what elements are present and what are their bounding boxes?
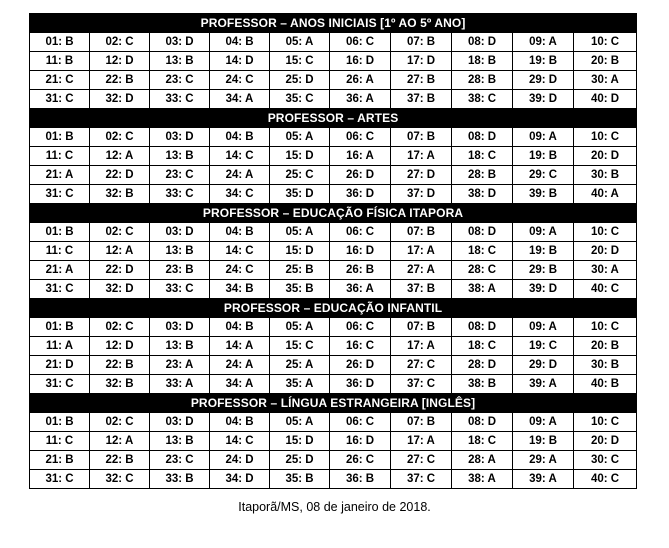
answer-cell: 39: A [513, 375, 574, 394]
answer-cell: 24: A [210, 356, 270, 375]
answer-cell: 11: C [30, 242, 90, 261]
answer-cell: 18: C [452, 432, 513, 451]
section-header-row [30, 299, 637, 318]
answer-cell: 14: D [210, 52, 270, 71]
answer-cell: 28: B [452, 166, 513, 185]
section-title: PROFESSOR – LÍNGUA ESTRANGEIRA [INGLÊS] [30, 394, 637, 413]
answer-cell: 04: B [210, 128, 270, 147]
answer-cell: 14: C [210, 432, 270, 451]
answer-cell: 15: C [270, 337, 330, 356]
answer-cell: 03: D [150, 128, 210, 147]
answer-cell: 38: A [452, 470, 513, 489]
answer-cell: 35: B [270, 470, 330, 489]
answer-cell: 06: C [330, 318, 391, 337]
answer-row [30, 280, 637, 299]
section-header-row [30, 204, 637, 223]
answer-cell: 23: A [150, 356, 210, 375]
answer-cell: 20: D [574, 147, 637, 166]
answer-cell: 01: B [30, 223, 90, 242]
answer-cell: 30: B [574, 356, 637, 375]
answer-cell: 38: D [452, 185, 513, 204]
answer-cell: 35: B [270, 280, 330, 299]
answer-cell: 28: D [452, 356, 513, 375]
answer-cell: 24: C [210, 261, 270, 280]
answer-cell: 06: C [330, 128, 391, 147]
answer-cell: 27: C [391, 451, 452, 470]
answer-cell: 25: D [270, 451, 330, 470]
answer-cell: 38: C [452, 90, 513, 109]
answer-cell: 19: C [513, 337, 574, 356]
answer-cell: 16: D [330, 432, 391, 451]
answer-cell: 31: C [30, 375, 90, 394]
answer-cell: 36: D [330, 185, 391, 204]
answer-cell: 17: A [391, 337, 452, 356]
answer-cell: 21: D [30, 356, 90, 375]
answer-cell: 15: D [270, 432, 330, 451]
answer-cell: 16: D [330, 242, 391, 261]
answer-cell: 06: C [330, 223, 391, 242]
answer-cell: 14: C [210, 242, 270, 261]
answer-cell: 15: D [270, 242, 330, 261]
answer-row [30, 166, 637, 185]
answer-cell: 03: D [150, 413, 210, 432]
answer-cell: 26: D [330, 356, 391, 375]
section-title: PROFESSOR – ARTES [30, 109, 637, 128]
answer-cell: 30: A [574, 71, 637, 90]
answer-cell: 05: A [270, 413, 330, 432]
answer-row [30, 128, 637, 147]
answer-row [30, 147, 637, 166]
answer-cell: 29: B [513, 261, 574, 280]
answer-cell: 11: A [30, 337, 90, 356]
answer-cell: 10: C [574, 33, 637, 52]
place-date-footer: Itaporã/MS, 08 de janeiro de 2018. [238, 500, 431, 514]
answer-cell: 29: C [513, 166, 574, 185]
answer-cell: 36: B [330, 470, 391, 489]
section-title: PROFESSOR – ANOS INICIAIS [1º AO 5º ANO] [30, 14, 637, 33]
answer-cell: 17: A [391, 147, 452, 166]
answer-cell: 23: C [150, 71, 210, 90]
answer-cell: 01: B [30, 318, 90, 337]
answer-cell: 37: D [391, 185, 452, 204]
answer-cell: 23: B [150, 261, 210, 280]
answer-cell: 20: B [574, 337, 637, 356]
answer-cell: 33: B [150, 470, 210, 489]
answer-cell: 29: D [513, 71, 574, 90]
answer-row [30, 242, 637, 261]
answer-cell: 15: D [270, 147, 330, 166]
answer-cell: 09: A [513, 318, 574, 337]
answer-cell: 34: A [210, 90, 270, 109]
answer-cell: 23: C [150, 451, 210, 470]
answer-cell: 23: C [150, 166, 210, 185]
answer-cell: 31: C [30, 280, 90, 299]
answer-cell: 19: B [513, 52, 574, 71]
answer-cell: 30: A [574, 261, 637, 280]
answer-cell: 04: B [210, 318, 270, 337]
answer-cell: 10: C [574, 128, 637, 147]
answer-cell: 12: D [90, 337, 150, 356]
answer-cell: 02: C [90, 223, 150, 242]
answer-cell: 26: C [330, 451, 391, 470]
answer-cell: 10: C [574, 318, 637, 337]
section-header-row [30, 394, 637, 413]
answer-cell: 38: A [452, 280, 513, 299]
answer-cell: 33: A [150, 375, 210, 394]
answer-cell: 12: A [90, 432, 150, 451]
answer-cell: 14: C [210, 147, 270, 166]
answer-key-body [30, 14, 637, 489]
answer-cell: 25: C [270, 166, 330, 185]
answer-cell: 27: C [391, 356, 452, 375]
answer-cell: 15: C [270, 52, 330, 71]
answer-cell: 39: D [513, 90, 574, 109]
answer-row [30, 52, 637, 71]
answer-cell: 09: A [513, 33, 574, 52]
answer-row [30, 33, 637, 52]
answer-cell: 34: C [210, 185, 270, 204]
answer-cell: 32: B [90, 185, 150, 204]
answer-key-table [29, 13, 637, 489]
answer-cell: 07: B [391, 128, 452, 147]
answer-cell: 12: A [90, 147, 150, 166]
answer-cell: 29: D [513, 356, 574, 375]
answer-cell: 17: A [391, 432, 452, 451]
answer-row [30, 185, 637, 204]
answer-row [30, 261, 637, 280]
answer-cell: 24: A [210, 166, 270, 185]
answer-cell: 19: B [513, 432, 574, 451]
answer-cell: 09: A [513, 128, 574, 147]
answer-cell: 09: A [513, 223, 574, 242]
answer-cell: 10: C [574, 413, 637, 432]
section-header-row [30, 109, 637, 128]
answer-cell: 01: B [30, 128, 90, 147]
answer-cell: 35: A [270, 375, 330, 394]
answer-cell: 13: B [150, 337, 210, 356]
answer-cell: 37: B [391, 280, 452, 299]
answer-cell: 16: A [330, 147, 391, 166]
answer-cell: 05: A [270, 318, 330, 337]
answer-cell: 08: D [452, 223, 513, 242]
answer-cell: 07: B [391, 413, 452, 432]
answer-cell: 24: C [210, 71, 270, 90]
answer-cell: 26: B [330, 261, 391, 280]
answer-cell: 21: A [30, 261, 90, 280]
answer-row [30, 413, 637, 432]
answer-cell: 37: B [391, 90, 452, 109]
answer-cell: 28: A [452, 451, 513, 470]
answer-cell: 04: B [210, 33, 270, 52]
answer-cell: 13: B [150, 147, 210, 166]
answer-cell: 21: A [30, 166, 90, 185]
answer-row [30, 451, 637, 470]
answer-cell: 39: A [513, 470, 574, 489]
answer-cell: 11: C [30, 432, 90, 451]
answer-cell: 26: A [330, 71, 391, 90]
answer-cell: 02: C [90, 413, 150, 432]
answer-cell: 11: C [30, 147, 90, 166]
answer-cell: 21: C [30, 71, 90, 90]
answer-cell: 32: D [90, 280, 150, 299]
section-title: PROFESSOR – EDUCAÇÃO FÍSICA ITAPORA [30, 204, 637, 223]
answer-cell: 22: B [90, 451, 150, 470]
answer-cell: 35: D [270, 185, 330, 204]
answer-cell: 13: B [150, 242, 210, 261]
answer-cell: 21: B [30, 451, 90, 470]
answer-cell: 25: A [270, 356, 330, 375]
answer-cell: 40: C [574, 470, 637, 489]
answer-row [30, 337, 637, 356]
answer-cell: 34: A [210, 375, 270, 394]
answer-cell: 31: C [30, 185, 90, 204]
answer-cell: 20: D [574, 432, 637, 451]
answer-cell: 33: C [150, 90, 210, 109]
answer-cell: 27: D [391, 166, 452, 185]
answer-cell: 28: B [452, 71, 513, 90]
answer-cell: 09: A [513, 413, 574, 432]
answer-cell: 12: A [90, 242, 150, 261]
answer-cell: 01: B [30, 33, 90, 52]
answer-cell: 37: C [391, 470, 452, 489]
answer-row [30, 375, 637, 394]
section-header-row [30, 14, 637, 33]
answer-cell: 07: B [391, 223, 452, 242]
answer-cell: 36: A [330, 280, 391, 299]
answer-cell: 40: B [574, 375, 637, 394]
answer-cell: 02: C [90, 128, 150, 147]
answer-cell: 04: B [210, 413, 270, 432]
answer-cell: 17: D [391, 52, 452, 71]
answer-cell: 03: D [150, 318, 210, 337]
answer-cell: 17: A [391, 242, 452, 261]
answer-cell: 29: A [513, 451, 574, 470]
answer-cell: 40: A [574, 185, 637, 204]
answer-cell: 18: B [452, 52, 513, 71]
answer-row [30, 470, 637, 489]
answer-cell: 08: D [452, 128, 513, 147]
answer-cell: 34: B [210, 280, 270, 299]
answer-cell: 22: D [90, 261, 150, 280]
answer-cell: 25: B [270, 261, 330, 280]
answer-cell: 14: A [210, 337, 270, 356]
answer-cell: 03: D [150, 33, 210, 52]
answer-cell: 05: A [270, 223, 330, 242]
section-title: PROFESSOR – EDUCAÇÃO INFANTIL [30, 299, 637, 318]
answer-cell: 02: C [90, 318, 150, 337]
answer-cell: 18: C [452, 147, 513, 166]
answer-cell: 03: D [150, 223, 210, 242]
answer-cell: 36: A [330, 90, 391, 109]
answer-cell: 40: D [574, 90, 637, 109]
answer-row [30, 318, 637, 337]
answer-cell: 22: B [90, 71, 150, 90]
answer-cell: 11: B [30, 52, 90, 71]
answer-cell: 16: D [330, 52, 391, 71]
answer-cell: 06: C [330, 413, 391, 432]
answer-cell: 01: B [30, 413, 90, 432]
answer-cell: 18: C [452, 242, 513, 261]
answer-cell: 08: D [452, 318, 513, 337]
answer-row [30, 223, 637, 242]
answer-cell: 37: C [391, 375, 452, 394]
answer-cell: 39: B [513, 185, 574, 204]
answer-cell: 35: C [270, 90, 330, 109]
answer-cell: 05: A [270, 128, 330, 147]
answer-cell: 30: C [574, 451, 637, 470]
answer-cell: 06: C [330, 33, 391, 52]
answer-cell: 31: C [30, 90, 90, 109]
answer-cell: 07: B [391, 33, 452, 52]
answer-row [30, 356, 637, 375]
answer-cell: 04: B [210, 223, 270, 242]
answer-cell: 34: D [210, 470, 270, 489]
answer-cell: 19: B [513, 147, 574, 166]
answer-cell: 27: A [391, 261, 452, 280]
answer-cell: 20: D [574, 242, 637, 261]
answer-cell: 26: D [330, 166, 391, 185]
answer-cell: 13: B [150, 432, 210, 451]
answer-cell: 38: B [452, 375, 513, 394]
answer-cell: 28: C [452, 261, 513, 280]
answer-cell: 33: C [150, 280, 210, 299]
answer-cell: 27: B [391, 71, 452, 90]
answer-cell: 02: C [90, 33, 150, 52]
answer-cell: 25: D [270, 71, 330, 90]
answer-row [30, 90, 637, 109]
answer-cell: 12: D [90, 52, 150, 71]
answer-cell: 05: A [270, 33, 330, 52]
answer-cell: 08: D [452, 33, 513, 52]
answer-cell: 32: D [90, 90, 150, 109]
answer-cell: 10: C [574, 223, 637, 242]
answer-cell: 16: C [330, 337, 391, 356]
answer-cell: 30: B [574, 166, 637, 185]
answer-cell: 31: C [30, 470, 90, 489]
answer-cell: 08: D [452, 413, 513, 432]
answer-cell: 40: C [574, 280, 637, 299]
answer-cell: 07: B [391, 318, 452, 337]
answer-cell: 24: D [210, 451, 270, 470]
answer-cell: 32: C [90, 470, 150, 489]
answer-cell: 39: D [513, 280, 574, 299]
answer-row [30, 71, 637, 90]
answer-cell: 22: D [90, 166, 150, 185]
answer-cell: 36: D [330, 375, 391, 394]
answer-row [30, 432, 637, 451]
answer-cell: 32: B [90, 375, 150, 394]
answer-cell: 33: C [150, 185, 210, 204]
answer-cell: 20: B [574, 52, 637, 71]
answer-cell: 22: B [90, 356, 150, 375]
answer-cell: 19: B [513, 242, 574, 261]
answer-cell: 18: C [452, 337, 513, 356]
answer-cell: 13: B [150, 52, 210, 71]
